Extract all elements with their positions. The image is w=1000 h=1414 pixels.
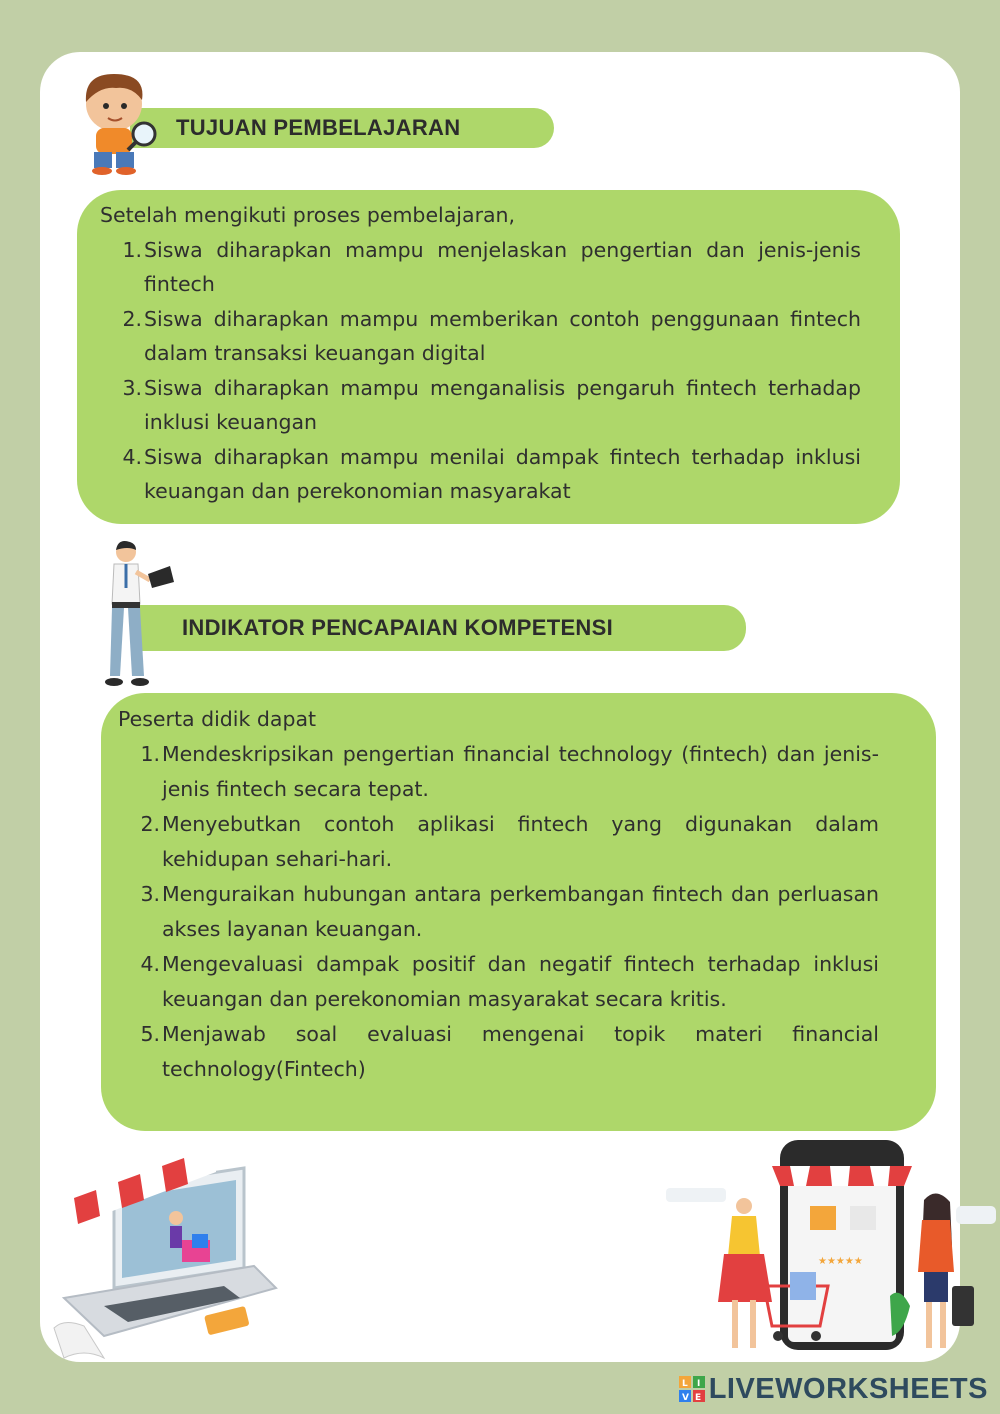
section1-heading: TUJUAN PEMBELAJARAN (176, 115, 461, 140)
list-item: 3. Menguraikan hubungan antara perkembangan fintech dan perluasan akses layanan keuangan. (140, 881, 879, 941)
boy-magnifier-illustration (72, 68, 168, 178)
section1-intro: Setelah mengikuti proses pembelajaran, (100, 203, 516, 227)
list-item: 2. Siswa diharapkan mampu memberikan contoh penggunaan fintech dalam transaksi keuangan digital (122, 306, 861, 365)
list-item: 4. Siswa diharapkan mampu menilai dampak fintech terhadap inklusi keuangan dan perekonomian masyarakat (122, 444, 861, 503)
section2-heading-pill (132, 605, 746, 651)
section2-intro: Peserta didik dapat (118, 707, 317, 731)
section1-heading-pill (130, 108, 554, 148)
list-item: 4. Mengevaluasi dampak positif dan negatif fintech terhadap inklusi keuangan dan perekonomian masyarakat secara kritis. (140, 951, 879, 1011)
svg-text:I: I (696, 1379, 701, 1389)
liveworksheets-logo-icon (679, 1376, 705, 1402)
list-item: 2. Menyebutkan contoh aplikasi fintech yang digunakan dalam kehidupan sehari-hari. (140, 811, 879, 871)
section1-list (100, 233, 861, 509)
online-shopping-illustration (660, 1136, 1000, 1362)
svg-text:★★★★★: ★★★★★ (818, 1256, 863, 1267)
svg-text:V: V (681, 1393, 689, 1402)
liveworksheets-brand (679, 1372, 988, 1406)
svg-text:L: L (681, 1379, 688, 1389)
laptop-shop-illustration (44, 1148, 280, 1364)
list-item: 1. Siswa diharapkan mampu menjelaskan pengertian dan jenis-jenis fintech (122, 237, 861, 296)
list-item: 3. Siswa diharapkan mampu menganalisis pengaruh fintech terhadap inklusi keuangan (122, 375, 861, 434)
section2-heading: INDIKATOR PENCAPAIAN KOMPETENSI (182, 615, 613, 640)
brand-name: LIVEWORKSHEETS (708, 1372, 988, 1405)
section2-list (118, 737, 879, 1087)
teacher-book-illustration (98, 538, 182, 690)
svg-text:E: E (694, 1393, 701, 1402)
section2-box (101, 693, 936, 1131)
list-item: 5. Menjawab soal evaluasi mengenai topik materi financial technology(Fintech) (140, 1021, 879, 1081)
section1-box (77, 190, 900, 524)
list-item: 1. Mendeskripsikan pengertian financial technology (fintech) dan jenis-jenis fintech secara tepat. (140, 741, 879, 801)
